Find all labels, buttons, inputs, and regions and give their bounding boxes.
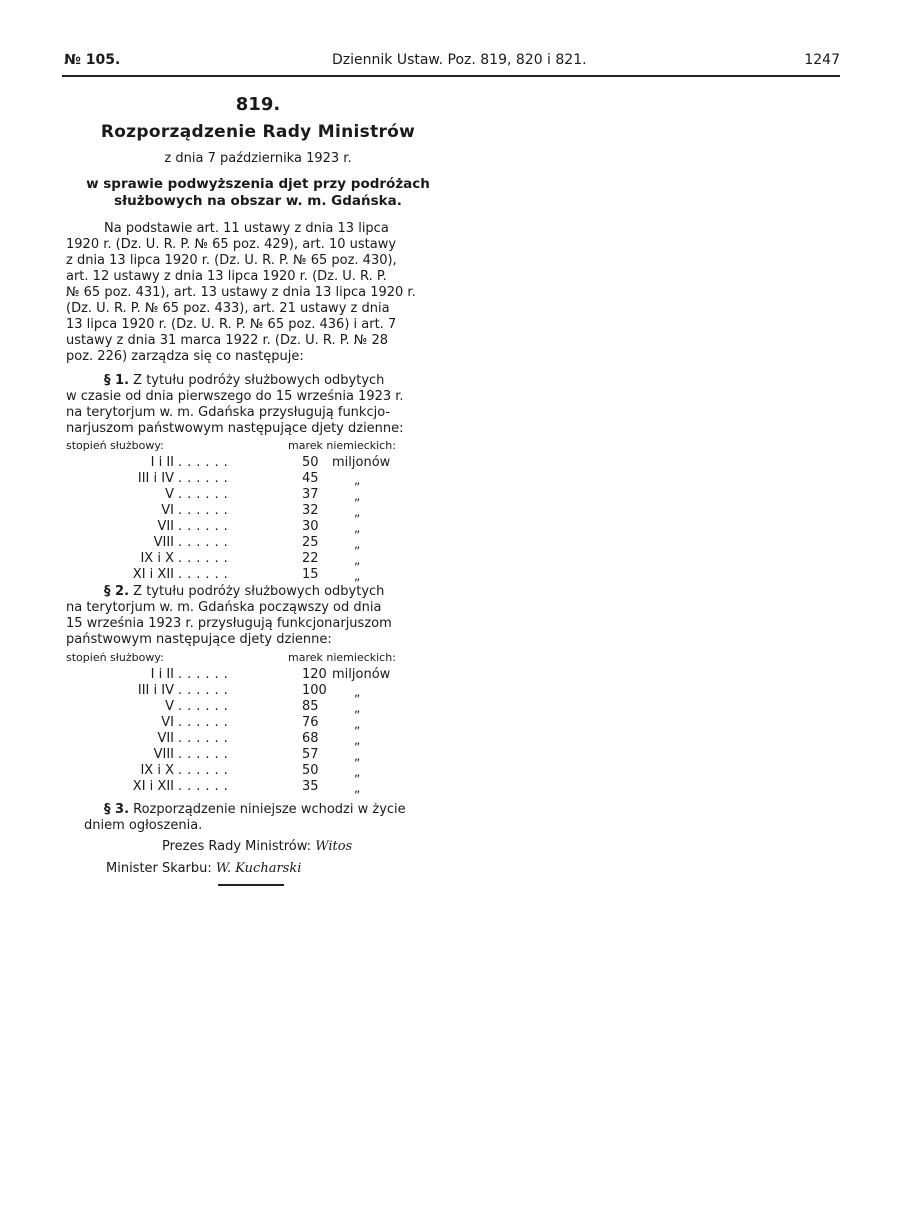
section-1-line: Z tytułu podróży służbowych odbytych (133, 373, 385, 388)
leader-dots: ...... (178, 731, 233, 746)
amount-cell: 68 (302, 731, 319, 746)
rank-cell: VIII (153, 535, 174, 550)
rank-cell: IX i X (140, 551, 174, 566)
leader-dots: ...... (178, 779, 233, 794)
amount-cell: 120 (302, 667, 327, 682)
ditto-mark: „ (354, 781, 361, 795)
table-row (66, 779, 450, 795)
amount-cell: 22 (302, 551, 319, 566)
ditto-mark: „ (354, 701, 361, 715)
preamble-line: ustawy z dnia 31 marca 1922 r. (Dz. U. R. P. № 28 (66, 333, 388, 348)
table-row (66, 535, 450, 551)
leader-dots: ...... (178, 683, 233, 698)
preamble-line: 13 lipca 1920 r. (Dz. U. R. P. № 65 poz. 436) i art. 7 (66, 317, 397, 332)
rank-cell: V (165, 699, 174, 714)
section-2-mark: § 2. (104, 584, 130, 599)
section-1-line: narjuszom państwowym następujące djety dzienne: (66, 421, 404, 436)
section-2-text (66, 584, 450, 648)
header-rule (62, 75, 840, 77)
ditto-mark: „ (354, 537, 361, 551)
amount-cell: 76 (302, 715, 319, 730)
ditto-mark: „ (354, 489, 361, 503)
leader-dots: ...... (178, 487, 233, 502)
table-row (66, 519, 450, 535)
ditto-mark: „ (354, 521, 361, 535)
amount-cell: 15 (302, 567, 319, 582)
treasury-minister-signature (106, 861, 301, 876)
unit-label: miljonów (332, 455, 391, 470)
issue-number: № 105. (64, 52, 121, 68)
amount-cell: 50 (302, 763, 319, 778)
preamble (66, 221, 450, 365)
leader-dots: ...... (178, 699, 233, 714)
ditto-mark: „ (354, 733, 361, 747)
rank-cell: XI i XII (132, 567, 174, 582)
rank-column-header: stopień służbowy: (66, 439, 164, 452)
treasury-minister-name: W. Kucharski (215, 861, 302, 876)
rank-cell: III i IV (137, 471, 174, 486)
rank-cell: V (165, 487, 174, 502)
table-row (66, 747, 450, 763)
leader-dots: ...... (178, 715, 233, 730)
preamble-line: z dnia 13 lipca 1920 r. (Dz. U. R. P. № 65 poz. 430), (66, 253, 397, 268)
table-row (66, 683, 450, 699)
table-row (66, 731, 450, 747)
ditto-mark: „ (354, 749, 361, 763)
rank-column-header: stopień służbowy: (66, 651, 164, 664)
leader-dots: ...... (178, 551, 233, 566)
section-3-line: dniem ogłoszenia. (84, 818, 203, 833)
table-row (66, 699, 450, 715)
leader-dots: ...... (178, 535, 233, 550)
ditto-mark: „ (354, 685, 361, 699)
leader-dots: ...... (178, 763, 233, 778)
amount-cell: 25 (302, 535, 319, 550)
leader-dots: ...... (178, 471, 233, 486)
journal-title: Dziennik Ustaw. Poz. 819, 820 i 821. (332, 52, 587, 68)
amount-cell: 30 (302, 519, 319, 534)
table-2-header (66, 651, 450, 665)
ditto-mark: „ (354, 765, 361, 779)
page-header (64, 52, 840, 74)
page-number: 1247 (804, 52, 840, 68)
prime-minister-signature (162, 839, 352, 854)
preamble-line: Na podstawie art. 11 ustawy z dnia 13 lipca (104, 221, 389, 236)
table-row (66, 503, 450, 519)
prime-minister-label: Prezes Rady Ministrów: (162, 839, 312, 854)
subject-line: służbowych na obszar w. m. Gdańska. (114, 193, 402, 209)
table-row (66, 715, 450, 731)
leader-dots: ...... (178, 567, 233, 582)
section-3-line: Rozporządzenie niniejsze wchodzi w życie (133, 802, 406, 817)
leader-dots: ...... (178, 747, 233, 762)
ditto-mark: „ (354, 717, 361, 731)
ditto-mark: „ (354, 553, 361, 567)
preamble-line: № 65 poz. 431), art. 13 ustawy z dnia 13 lipca 1920 r. (66, 285, 416, 300)
rank-cell: XI i XII (132, 779, 174, 794)
amount-cell: 35 (302, 779, 319, 794)
table-row (66, 551, 450, 567)
preamble-line: art. 12 ustawy z dnia 13 lipca 1920 r. (Dz. U. R. P. (66, 269, 387, 284)
section-3-text (66, 802, 450, 834)
rank-cell: VI (161, 503, 174, 518)
table-row (66, 471, 450, 487)
preamble-line: 1920 r. (Dz. U. R. P. № 65 poz. 429), art. 10 ustawy (66, 237, 397, 252)
prime-minister-name: Witos (315, 839, 353, 854)
section-2-line: państwowym następujące djety dzienne: (66, 632, 332, 647)
section-3-mark: § 3. (104, 802, 130, 817)
table-row (66, 763, 450, 779)
item-number: 819. (235, 94, 281, 115)
section-1-mark: § 1. (104, 373, 130, 388)
ditto-mark: „ (354, 505, 361, 519)
table-1-header (66, 439, 450, 453)
amount-cell: 37 (302, 487, 319, 502)
rank-cell: VII (157, 519, 174, 534)
section-1-line: na terytorjum w. m. Gdańska przysługują funkcjo- (66, 405, 391, 420)
rank-cell: I i II (150, 667, 174, 682)
rank-cell: VI (161, 715, 174, 730)
subject-line: w sprawie podwyższenia djet przy podróżach (86, 176, 430, 192)
amount-column-header: marek niemieckich: (288, 651, 396, 664)
preamble-line: poz. 226) zarządza się co następuje: (66, 349, 304, 364)
amount-cell: 57 (302, 747, 319, 762)
table-row (66, 455, 450, 471)
table-row (66, 567, 450, 583)
rank-cell: I i II (150, 455, 174, 470)
amount-column-header: marek niemieckich: (288, 439, 396, 452)
ditto-mark: „ (354, 473, 361, 487)
rank-cell: III i IV (137, 683, 174, 698)
leader-dots: ...... (178, 667, 233, 682)
amount-cell: 32 (302, 503, 319, 518)
amount-cell: 45 (302, 471, 319, 486)
closing-rule (218, 884, 284, 886)
leader-dots: ...... (178, 503, 233, 518)
unit-label: miljonów (332, 667, 391, 682)
rank-cell: VIII (153, 747, 174, 762)
rank-cell: VII (157, 731, 174, 746)
amount-cell: 100 (302, 683, 327, 698)
document-title: Rozporządzenie Rady Ministrów (100, 122, 416, 142)
section-1-text (66, 373, 450, 437)
preamble-line: (Dz. U. R. P. № 65 poz. 433), art. 21 ustawy z dnia (66, 301, 390, 316)
treasury-minister-label: Minister Skarbu: (106, 861, 212, 876)
amount-cell: 50 (302, 455, 319, 470)
section-2-line: 15 września 1923 r. przysługują funkcjonarjuszom (66, 616, 392, 631)
document-date: z dnia 7 października 1923 r. (164, 151, 352, 166)
section-2-line: Z tytułu podróży służbowych odbytych (133, 584, 385, 599)
document-subject (66, 176, 450, 210)
ditto-mark: „ (354, 569, 361, 583)
rank-cell: IX i X (140, 763, 174, 778)
table-row (66, 667, 450, 683)
section-1-line: w czasie od dnia pierwszego do 15 września 1923 r. (66, 389, 404, 404)
leader-dots: ...... (178, 455, 233, 470)
leader-dots: ...... (178, 519, 233, 534)
table-row (66, 487, 450, 503)
section-2-line: na terytorjum w. m. Gdańska począwszy od dnia (66, 600, 382, 615)
amount-cell: 85 (302, 699, 319, 714)
